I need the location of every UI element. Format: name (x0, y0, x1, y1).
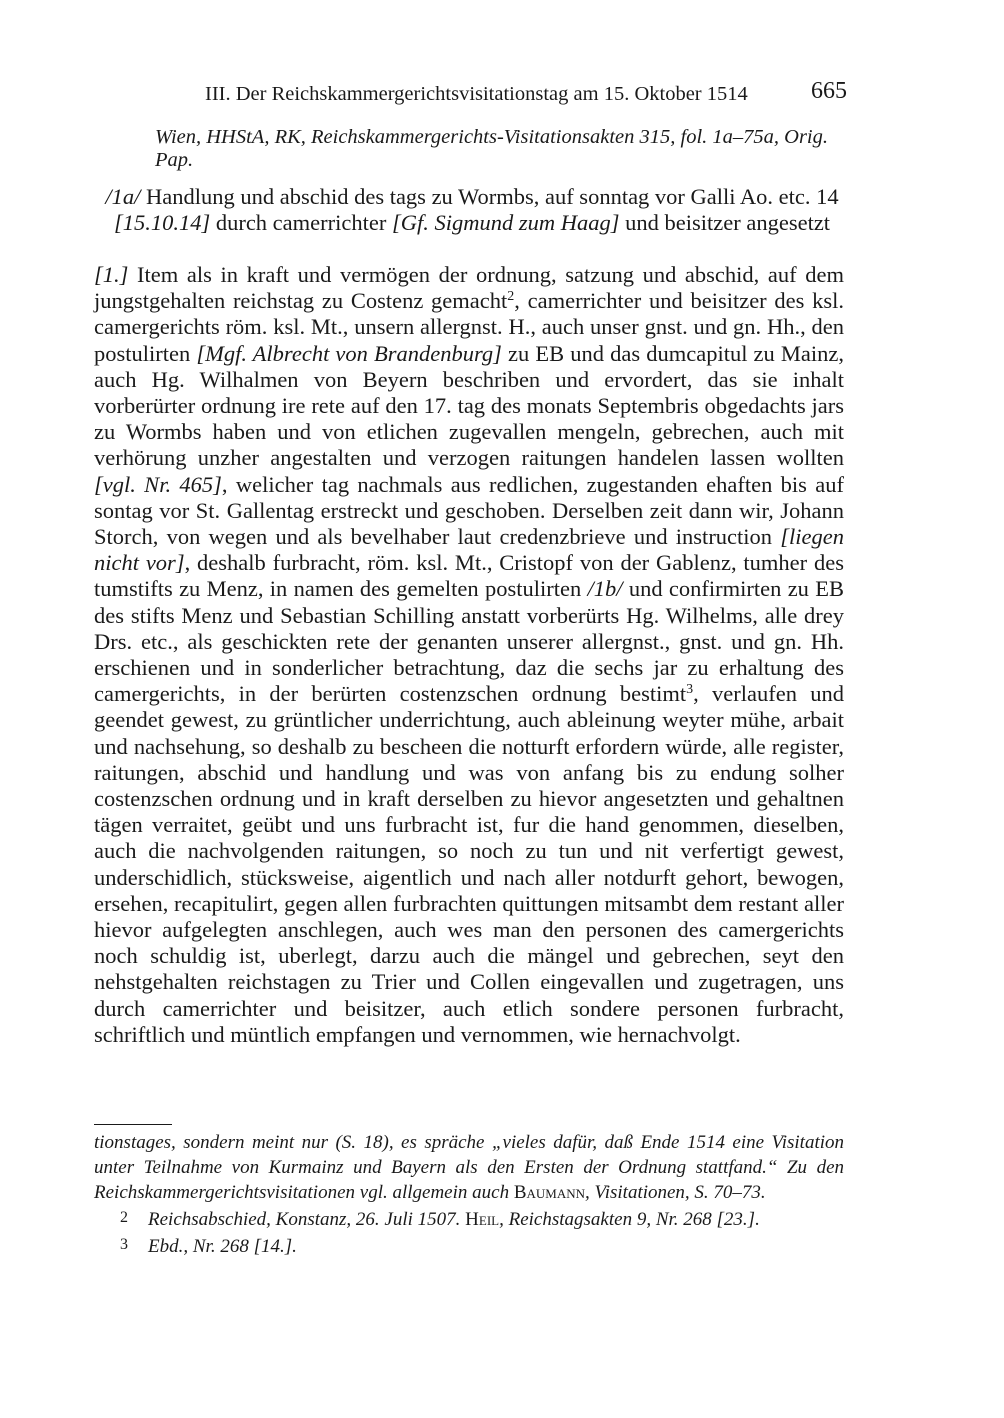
section-number: [1.] (94, 262, 129, 287)
folio-marker: /1a/ (105, 184, 141, 209)
footnote-number: 3 (120, 1236, 128, 1253)
footnote-3 (94, 1232, 844, 1259)
body-text: zu EB und das dumcapitul zu Mainz, auch Hg. Wilhalmen von Beyern beschriben und ervordert, das sie inhalt vorberürter ordnung ire rete auf den 17. tag des monats Septembris obgedachts jars zu Wormbs haben und von etlichen zugevallen mengeln, gebrechen, auch mit verhörung unzher angestalten und verzogen raitungen handelen lassen wollten (94, 340, 844, 471)
running-head-title: III. Der Reichskammergerichtsvisitationstag am 15. Oktober 1514 (205, 83, 748, 105)
heading-text: durch camerrichter (210, 210, 392, 235)
editorial-annotation: [liegen nicht vor] (94, 524, 844, 576)
footnote-number: 2 (120, 1209, 128, 1226)
footnote-ref[interactable]: 2 (507, 289, 515, 305)
source-note: Wien, HHStA, RK, Reichskammergerichts-Visitationsakten 315, fol. 1a–75a, Orig. Pap. (155, 126, 828, 171)
author-name: Heil (465, 1209, 500, 1230)
heading-text: und beisitzer angesetzt (619, 210, 831, 235)
body-text: Item als in kraft und vermögen der ordnung, satzung und abschid, auf dem jungstgehalten reichstag zu Costenz gemacht (94, 262, 844, 314)
editorial-annotation: [vgl. Nr. 465] (94, 471, 222, 497)
footnote-text: tionstages, sondern meint nur (S. 18), es spräche „vieles dafür, daß Ende 1514 eine Visitation unter Teilnahme von Kurmainz und Bayern als den Ersten der Ordnung stattfand.“ Zu den Reichskammergerichtsvisitationen vgl. allgemein auch (94, 1132, 844, 1203)
folio-marker: /1b/ (587, 576, 623, 602)
footnote-continuation (94, 1130, 844, 1205)
footnote-text: , Visitationen, S. 70–73. (585, 1182, 766, 1203)
body-text: , welicher tag nachmals aus redlichen, zugestanden ehaften bis auf sontag vor St. Gallentag erstreckt und geschoben. Derselben zeit dann wir, Johann Storch, von wegen und als bevelhaber laut credenzbrieve und instruction (94, 471, 844, 550)
page-number: 665 (811, 78, 847, 104)
editorial-annotation: [Mgf. Albrecht von Brandenburg] (196, 340, 502, 366)
footnote-ref[interactable]: 3 (686, 682, 694, 698)
body-text: , deshalb furbracht, röm. ksl. Mt., Cristopf von der Gablenz, tumher des tumstifts zu Menz, in namen des gemelten postulirten (94, 550, 844, 602)
footnote-text: , Reichstagsakten 9, Nr. 268 [23.]. (499, 1209, 760, 1230)
footnote-text: Reichsabschied, Konstanz, 26. Juli 1507. (148, 1209, 466, 1230)
body-text: und confirmirten zu EB des stifts Menz und Sebastian Schilling anstatt vorberürts Hg. Wilhelms, alle drey Drs. etc., als geschickten rete der genanten unserer allergnst., gnst. und gn. Hh. erschienen und in sonderlicher betrachtung, daz die sechs jar zu erhaltung des camergerichts, in der berürten costenzschen ordnung bestimt (94, 576, 844, 707)
person-annotation: [Gf. Sigmund zum Haag] (391, 210, 620, 235)
document-heading (94, 184, 850, 236)
footnotes (94, 1130, 844, 1259)
footnote-text: Ebd., Nr. 268 [14.]. (148, 1236, 297, 1257)
date-annotation: [15.10.14] (113, 210, 211, 235)
body-text: , camerrichter und beisitzer des ksl. camergerichts röm. ksl. Mt., unsern allergnst. H., auch unser gnst. und gn. Hh., den postulirten (94, 288, 844, 366)
heading-text: Handlung und abschid des tags zu Wormbs, auf sonntag vor Galli Ao. etc. 14 (140, 184, 839, 209)
footnote-2 (94, 1205, 844, 1232)
author-name: Baumann (513, 1182, 586, 1203)
body-paragraph (94, 262, 844, 1048)
footnote-divider (94, 1124, 172, 1125)
body-text: , verlaufen und geendet gewest, zu grüntlicher underrichtung, auch ableinung weyter mühe, arbait und nachsehung, so deshalb zu bescheen die notturft erfordern würde, alle register, raitungen, abschid und handlung und was von anfang bis zu endung solher costenzschen ordnung und in kraft derselben zu hievor angesetzten und gehaltnen tägen verraitet, geübt und uns furbracht ist, fur die hand genommen, dieselben, auch die nachvolgenden raitungen, so noch zu tun und nit verfertigt gewest, underschidlich, stücksweise, aigentlich und nach aller notdurft gehort, bewogen, ersehen, recapitulirt, gegen allen furbrachten quittungen mitsambt dem restant aller hievor aufgelegten anschlegen, auch wes man den personen des camergerichts noch schuldig ist, uberlegt, darzu auch die mängel und gebrechen, seyt den nehstgehalten reichstagen zu Trier und Collen eingevallen und zugetragen, uns durch camerrichter und beisitzer, auch etlich sondere personen furbracht, schriftlich und müntlich empfangen und vernommen, wie hernachvolgt. (94, 681, 844, 1047)
